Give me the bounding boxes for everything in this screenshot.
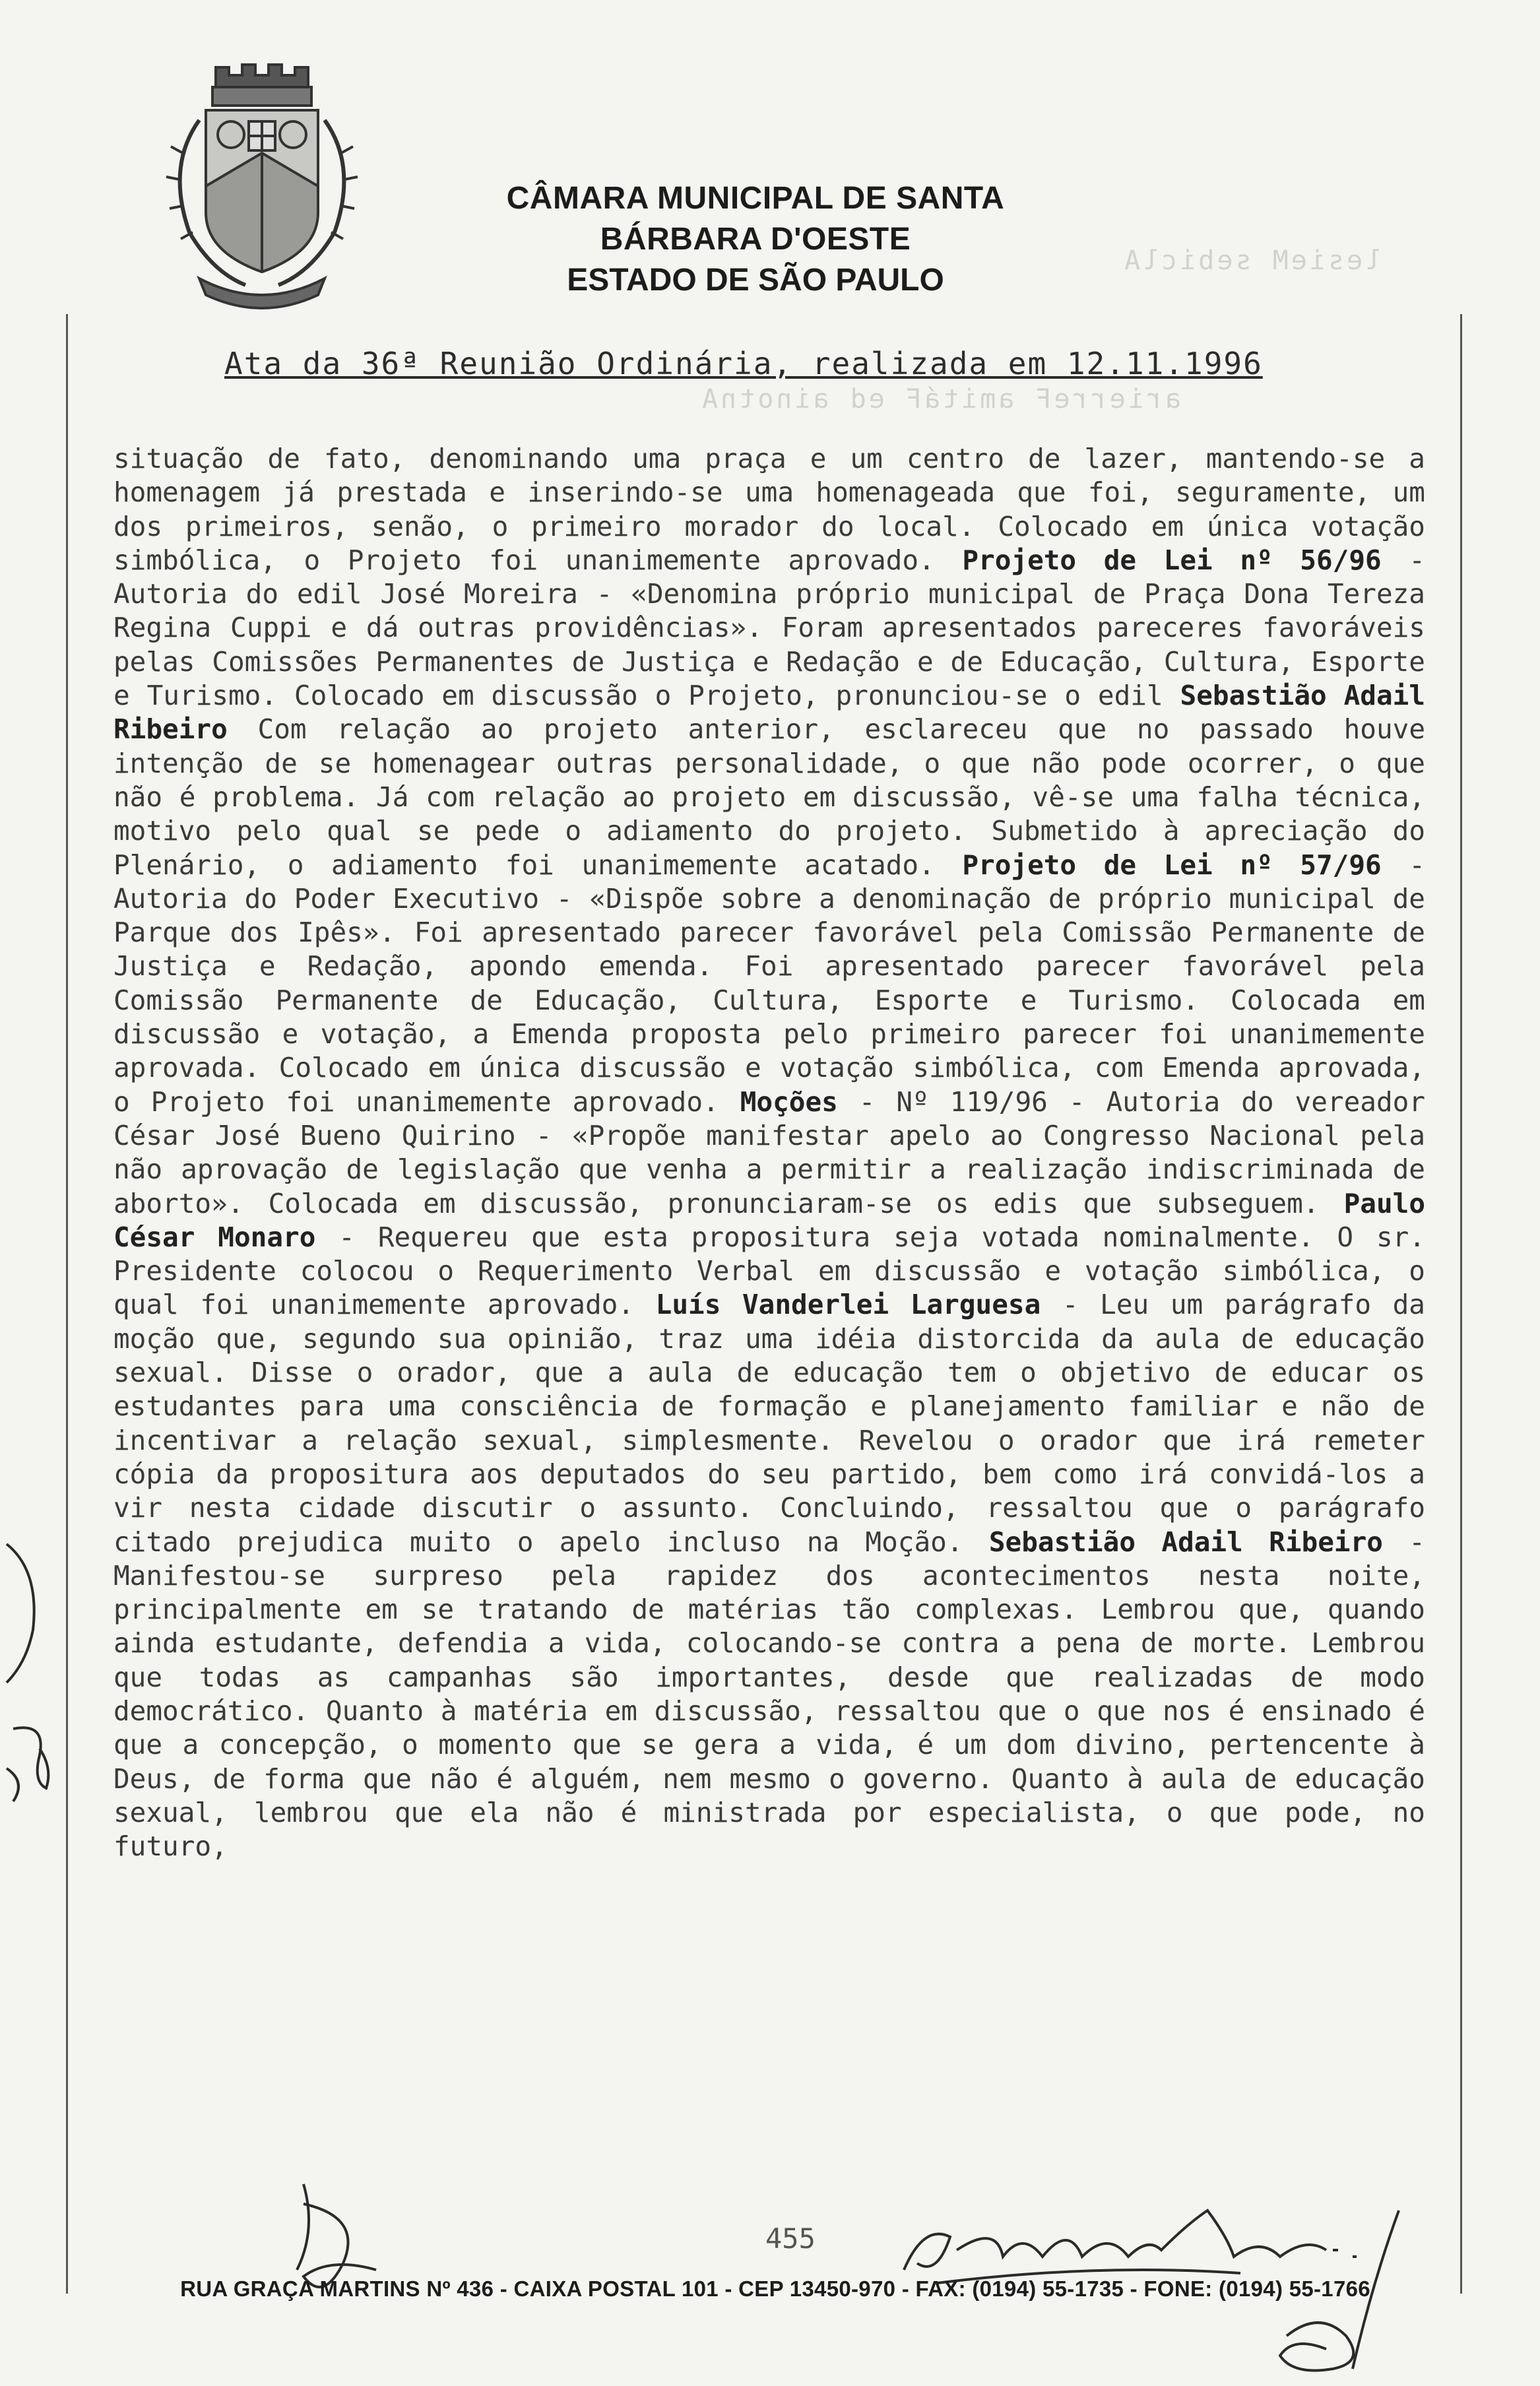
text-segment: - Leu um parágrafo da moção que, segundo sua opinião, traz uma idéia distorcida da aula de educação sexual. Disse o orador, que a aula de educação tem o objetivo de educar os estudantes para uma consciência de formação e planejamento familiar e não de incentivar a relação sexual, simplesmente. Revelou o orador que irá remeter cópia da propositura aos deputados do seu partido, bem como irá convidá-los a vir nesta cidade discutir o assunto. Concluindo, ressaltou que o parágrafo citado prejudica muito o apelo incluso na Moção. xyxy=(113,1289,1425,1558)
institution-header xyxy=(422,178,1089,301)
minutes-body-text xyxy=(113,442,1425,1863)
bold-heading-segment: Paulo César Monaro xyxy=(113,1187,1425,1253)
bleed-through-text: lesieM sebiclA xyxy=(1122,245,1382,276)
bold-heading-segment: Moções xyxy=(740,1085,838,1118)
margin-signature xyxy=(0,1531,59,1808)
bold-heading-segment: Sebastião Adail Ribeiro xyxy=(988,1526,1383,1558)
footer-address: RUA GRAÇA MARTINS Nº 436 - CAIXA POSTAL 101 - CEP 13450-970 - FAX: (0194) 55-1735 - FONE: (0194) 55-1766 xyxy=(180,2276,1370,2301)
text-segment: - Nº 119/96 - Autoria do vereador César José Bueno Quirino - «Propõe manifestar apelo ao Congresso Nacional pela não aprovação de legislação que venha a permitir a realização indiscriminada de aborto». Colocada em discussão, pronunciaram-se os edis que subseguem. xyxy=(113,1085,1426,1219)
institution-name: CÂMARA MUNICIPAL DE SANTA BÁRBARA D'OESTE xyxy=(506,181,1005,257)
institution-state: ESTADO DE SÃO PAULO xyxy=(567,263,944,298)
text-segment: Com relação ao projeto anterior, esclareceu que no passado houve intenção de se homenagear outras personalidade, o que não pode ocorrer, o que não é problema. Já com relação ao projeto em discussão, vê-se uma falha técnica, motivo pelo qual se pede o adiamento do projeto. Submetido à apreciação do Plenário, o adiamento foi unanimemente acatado. xyxy=(113,713,1425,881)
bold-heading-segment: Luís Vanderlei Larguesa xyxy=(655,1289,1041,1321)
text-segment: - Requereu que esta propositura seja votada nominalmente. O sr. Presidente colocou o Requerimento Verbal em discussão e votação simbólica, o qual foi unanimemente aprovado. xyxy=(113,1221,1426,1321)
left-margin-rule xyxy=(66,314,68,2294)
bold-heading-segment: Projeto de Lei nº 56/96 xyxy=(962,544,1382,576)
right-margin-rule xyxy=(1460,314,1462,2294)
bold-heading-segment: Projeto de Lei nº 57/96 xyxy=(962,849,1382,881)
text-segment: situação de fato, denominando uma praça e um centro de lazer, mantendo-se a homenagem já prestada e inserindo-se uma homenageada que foi, seguramente, um dos primeiros, senão, o primeiro morador do local. Colocado em única votação simbólica, o Projeto foi unanimemente aprovado. xyxy=(113,443,1425,576)
page-number: 455 xyxy=(765,2222,816,2255)
document-title: Ata da 36ª Reunião Ordinária, realizada em 12.11.1996 xyxy=(224,346,1263,381)
bold-heading-segment: Sebastião Adail Ribeiro xyxy=(113,680,1425,746)
text-segment: - Autoria do Poder Executivo - «Dispõe sobre a denominação de próprio municipal de Parque dos Ipês». Foi apresentado parecer favorável pela Comissão Permanente de Justiça e Redação, apondo emenda. Foi apresentado parecer favorável pela Comissão Permanente de Educação, Cultura, Esporte e Turismo. Colocada em discussão e votação, a Emenda proposta pelo primeiro parecer foi unanimemente aprovada. Colocado em única discussão e votação simbólica, com Emenda aprovada, o Projeto foi unanimemente aprovado. xyxy=(113,849,1426,1118)
text-segment: - Autoria do edil José Moreira - «Denomina próprio municipal de Praça Dona Tereza Regina Cuppi e dá outras providências». Foram apresentados pareceres favoráveis pelas Comissões Permanentes de Justiça e Redação e de Educação, Cultura, Esporte e Turismo. Colocado em discussão o Projeto, pronunciou-se o edil xyxy=(113,544,1426,712)
text-segment: - Manifestou-se surpreso pela rapidez dos acontecimentos nesta noite, principalmente em se tratando de matérias tão complexas. Lembrou que, quando ainda estudante, defendia a vida, colocando-se contra a pena de morte. Lembrou que todas as campanhas são importantes, desde que realizadas de modo democrático. Quanto à matéria em discussão, ressaltou que o que nos é ensinado é que a concepção, o momento que se gera a vida, é um dom divino, pertencente à Deus, de forma que não é alguém, nem mesmo o governo. Quanto à aula de educação sexual, lembrou que ela não é ministrada por especialista, o que pode, no futuro, xyxy=(113,1526,1425,1863)
coat-of-arms-emblem xyxy=(153,61,371,311)
bleed-through-text: arierreF amitáF ed ainotnA xyxy=(699,384,1182,414)
